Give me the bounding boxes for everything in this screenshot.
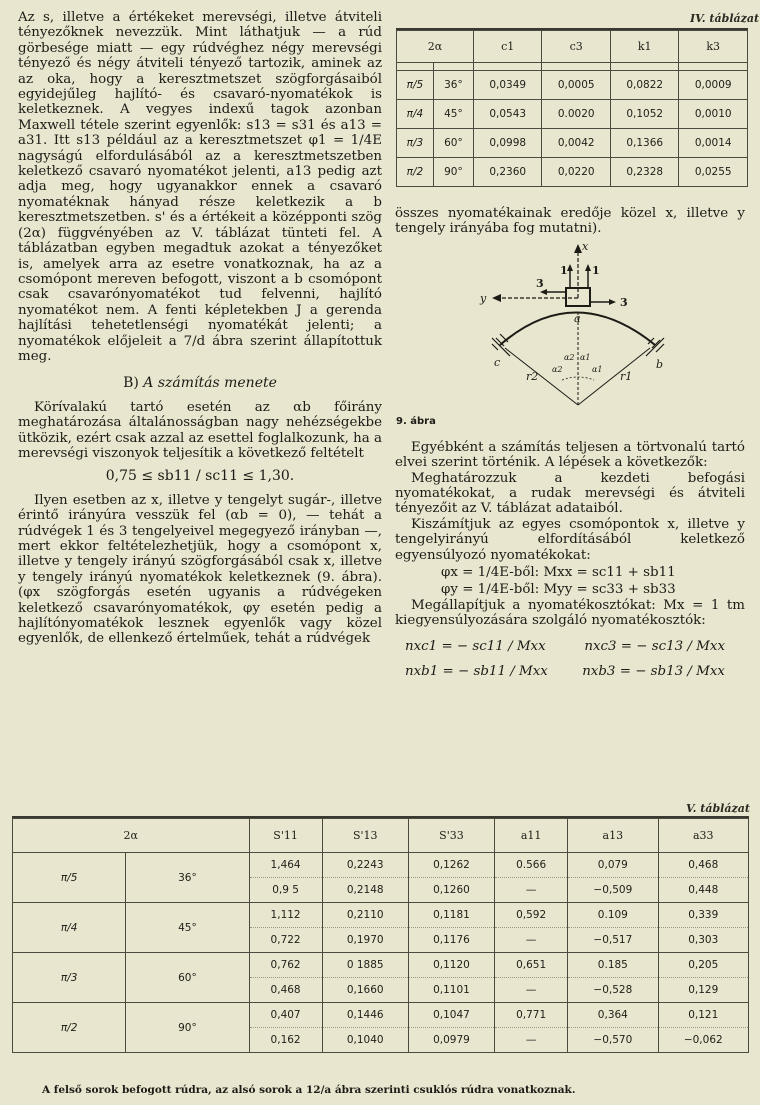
- table5-angle-degrees: 90°: [126, 1003, 249, 1053]
- table5-cell-lower: −0,509: [568, 878, 658, 903]
- table4-cell: π/4: [397, 100, 434, 129]
- paragraph-main-direction: Körívalakú tartó esetén az αb főirány meghatározása általánosságban nagy nehézségekbe ütközik, ezért csak azzal az esettel foglalkozunk, ha a merevségi viszonyok teljesítik a következő feltételt: [18, 399, 382, 461]
- label-c: c: [494, 356, 501, 369]
- label-alpha2-b: α2: [552, 365, 563, 374]
- table5-cell-upper: 0,468: [658, 853, 748, 878]
- table4-cell: 0,1052: [610, 100, 679, 129]
- table5-cell-upper: 0,762: [249, 953, 322, 978]
- table-row: [13, 953, 749, 978]
- table5-header-a33: a33: [658, 819, 748, 853]
- table5-cell-upper: 0.109: [568, 903, 658, 928]
- table-row: [397, 71, 748, 100]
- table5-angle-degrees: 60°: [126, 953, 249, 1003]
- table5-cell-lower: 0,1970: [322, 928, 408, 953]
- table5-cell-lower: —: [495, 978, 568, 1003]
- table4-cell: 0,0010: [679, 100, 748, 129]
- table4-cell: 0,0005: [542, 71, 611, 100]
- table5-cell-lower: −0,062: [658, 1028, 748, 1053]
- paragraph-step1: Meghatározzuk a kezdeti befogási nyomatékokat, a rudak merevségi és átviteli tényezőit az V. táblázat adataiból.: [395, 470, 745, 517]
- y-axis-arrow: [492, 294, 501, 302]
- table4-cell: 0.0020: [542, 100, 611, 129]
- table4-cell: 0,2328: [610, 158, 679, 187]
- paragraph-resultant: összes nyomatékainak eredője közel x, illetve y tengely irányába fog mutatni).: [395, 206, 745, 237]
- table5-cell-upper: 0,1262: [408, 853, 494, 878]
- label-3-left: 3: [536, 277, 544, 290]
- table4-cell: 0,1366: [610, 129, 679, 158]
- table5-cell-lower: 0,1101: [408, 978, 494, 1003]
- table5-cell-lower: −0,570: [568, 1028, 658, 1053]
- table4-cell: π/2: [397, 158, 434, 187]
- label-y: y: [480, 292, 487, 305]
- table5-cell-lower: −0,528: [568, 978, 658, 1003]
- equation-nxb3: nxb3 = − sb13 / Mxx: [582, 664, 725, 680]
- table5-cell-upper: 0,1047: [408, 1003, 494, 1028]
- table5-cell-lower: 0,1040: [322, 1028, 408, 1053]
- table5-cell-upper: 0,592: [495, 903, 568, 928]
- table4-cell: 0,0543: [473, 100, 542, 129]
- label-a: a: [574, 312, 581, 325]
- label-b: b: [656, 358, 664, 371]
- label-alpha2-a: α2: [564, 353, 575, 362]
- equation-mxx: φx = 1/4E-ből: Mxx = sc11 + sb11: [441, 565, 676, 581]
- table5-cell-upper: 0,205: [658, 953, 748, 978]
- label-1-left: 1: [560, 264, 568, 277]
- table-row: [13, 853, 749, 878]
- label-x: x: [582, 240, 589, 253]
- paragraph-axes: Ilyen esetben az x, illetve y tengelyt sugár-, illetve érintő irányúra vesszük fel (αb = 0), — tehát a rúdvégek 1 és 3 tengelyeivel megegyező irányban —, mert ekkor feltételezhetjük, hogy a csomópont x, illetve y tengely irányú szögforgásából csak x, illetve y tengely irányú nyomatékok keletkeznek (9. ábra). (φx szögforgás esetén ugyanis a rúdvégeken keletkező csavarónyomatékok, φy esetén pedig a hajlítónyomatékok lesznek egyenlők vagy közel egyenlők, de ellenkező értelműek, tehát a rúdvégek: [18, 492, 382, 647]
- table5-cell-lower: 0,129: [658, 978, 748, 1003]
- table5-cell-lower: −0,517: [568, 928, 658, 953]
- table4-cell: 0,2360: [473, 158, 542, 187]
- table5-angle-fraction: π/2: [13, 1003, 126, 1053]
- label-alpha1-b: α1: [592, 365, 603, 374]
- table4-header-2a: 2α: [397, 31, 474, 63]
- table4-cell: 0,0042: [542, 129, 611, 158]
- table4-gap-row: [397, 63, 748, 71]
- table4: [396, 30, 748, 187]
- equation-myy: φy = 1/4E-ből: Myy = sc33 + sb33: [441, 582, 676, 598]
- table4-header-k1: k1: [610, 31, 679, 63]
- table5-cell-upper: 0.566: [495, 853, 568, 878]
- table5-cell-upper: 0,771: [495, 1003, 568, 1028]
- equation-row-1: [395, 639, 745, 654]
- table5-cell-lower: 0,722: [249, 928, 322, 953]
- table5-cell-lower: 0,468: [249, 978, 322, 1003]
- equation-nxc3: nxc3 = − sc13 / Mxx: [584, 638, 725, 654]
- table5-cell-lower: —: [495, 878, 568, 903]
- table-row: [397, 100, 748, 129]
- condition-equation: 0,75 ≤ sb11 / sc11 ≤ 1,30.: [105, 468, 295, 485]
- table4-header-c3: c3: [542, 31, 611, 63]
- equation-row-2: [395, 664, 745, 679]
- table4-cell: 60°: [433, 129, 473, 158]
- table5-cell-upper: 0,1181: [408, 903, 494, 928]
- table4-cell: π/5: [397, 71, 434, 100]
- table5-cell-upper: 0.185: [568, 953, 658, 978]
- table5-cell-lower: 0,303: [658, 928, 748, 953]
- table5-cell-upper: 1,112: [249, 903, 322, 928]
- table5-label: V. táblázat: [686, 802, 750, 815]
- table5-angle-degrees: 45°: [126, 903, 249, 953]
- equation-nxc1: nxc1 = − sc11 / Mxx: [405, 638, 546, 654]
- table5-cell-lower: 0,162: [249, 1028, 322, 1053]
- table5-cell-lower: 0,0979: [408, 1028, 494, 1053]
- table5-cell-upper: 0 1885: [322, 953, 408, 978]
- table4-cell: 0,0822: [610, 71, 679, 100]
- figure9-caption: 9. ábra: [396, 416, 436, 427]
- left-column: [18, 10, 382, 647]
- table4-cell: 45°: [433, 100, 473, 129]
- table5-header-s33: S'33: [408, 819, 494, 853]
- table5-header-s13: S'13: [322, 819, 408, 853]
- x-axis-arrow: [574, 244, 582, 253]
- arrow-1-right-head: [585, 264, 591, 271]
- table4-header-c1: c1: [473, 31, 542, 63]
- label-r1: r1: [620, 370, 633, 383]
- table4-cell: 0,0349: [473, 71, 542, 100]
- table4-header-row: [397, 31, 748, 63]
- table-row: [397, 129, 748, 158]
- table5: [12, 818, 749, 1053]
- table5-angle-fraction: π/4: [13, 903, 126, 953]
- table5-angle-fraction: π/5: [13, 853, 126, 903]
- table5-cell-upper: 0,1120: [408, 953, 494, 978]
- table5-cell-lower: —: [495, 928, 568, 953]
- table4-cell: 0,0009: [679, 71, 748, 100]
- table4-cell: 0,0014: [679, 129, 748, 158]
- section-number: B): [123, 375, 139, 392]
- table5-cell-lower: —: [495, 1028, 568, 1053]
- arrow-1-left-head: [567, 264, 573, 271]
- table5-cell-upper: 0,079: [568, 853, 658, 878]
- table5-cell-lower: 0,1176: [408, 928, 494, 953]
- table5-cell-upper: 0,121: [658, 1003, 748, 1028]
- table4-cell: 0,0220: [542, 158, 611, 187]
- paragraph-stiffness-factors: Az s, illetve a értékeket merevségi, illetve átviteli tényezőknek nevezzük. Mint láthatjuk — a rúd görbesége miatt — egy rúdvéghez négy merevségi tényező és négy átviteli tényező tartozik, aminek az az oka, hogy a keresztmetszet szögforgásaiból egyidejűleg hajlító- és csavaró-nyomatékok is keletkeznek. A vegyes indexű tagok azonban Maxwell tétele szerint egyenlők: s13 = s31 és a13 = a31. Itt s13 például az a keresztmetszet φ1 = 1/4E nagyságú elfordulásából az a keresztmetszetben keletkező csavaró nyomatékot jelenti, a13 pedig azt adja meg, hogy ugyanakkor ennek a csavaró nyomatéknak hányad része keletkezik a b keresztmetszetben. s' és a értékeit a középponti szög (2α) függvényében az V. táblázat tünteti fel. A táblázatban egyben megadtuk azokat a tényezőket is, amelyek arra az esetre vonatkoznak, ha az a csomópont mereven befogott, viszont a b csomópont csak csavarónyomatékot tud felvenni, hajlító nyomatékot nem. A fenti képletekben J a gerenda hajlítási tehetetlenségi nyomatékát jelenti; a nyomatékok előjeleit a 7/d ábra szerint állapítottuk meg.: [18, 10, 382, 364]
- table-row: [397, 158, 748, 187]
- label-alpha1-a: α1: [580, 353, 591, 362]
- table5-cell-upper: 1,464: [249, 853, 322, 878]
- table4-cell: 36°: [433, 71, 473, 100]
- table5-cell-lower: 0,1660: [322, 978, 408, 1003]
- table5-header-s11: S'11: [249, 819, 322, 853]
- label-1-right: 1: [592, 264, 600, 277]
- table5-cell-lower: 0,448: [658, 878, 748, 903]
- table-row: [13, 1003, 749, 1028]
- table5-header-row: [13, 819, 749, 853]
- table4-cell: 90°: [433, 158, 473, 187]
- equation-nxb1: nxb1 = − sb11 / Mxx: [405, 664, 548, 680]
- table5-cell-upper: 0,1446: [322, 1003, 408, 1028]
- table4-cell: π/3: [397, 129, 434, 158]
- section-heading: [18, 376, 382, 391]
- table5-cell-upper: 0,651: [495, 953, 568, 978]
- table5-header-a13: a13: [568, 819, 658, 853]
- table5-cell-upper: 0,2110: [322, 903, 408, 928]
- table5-angle-fraction: π/3: [13, 953, 126, 1003]
- table5-angle-degrees: 36°: [126, 853, 249, 903]
- table5-cell-upper: 0,2243: [322, 853, 408, 878]
- table5-cell-upper: 0,339: [658, 903, 748, 928]
- paragraph-procedure: Egyébként a számítás teljesen a törtvonalú tartó elvei szerint történik. A lépések a következők:: [395, 439, 745, 471]
- table4-cell: 0,0255: [679, 158, 748, 187]
- table4-label: IV. táblázat: [690, 12, 760, 25]
- label-3-right: 3: [620, 296, 628, 309]
- paragraph-step2: Kiszámítjuk az egyes csomópontok x, illetve y tengelyirányú elfordításából keletkező egyensúlyozó nyomatékokat:: [395, 516, 745, 563]
- section-title: A számítás menete: [143, 375, 277, 392]
- table5-header-2a: 2α: [13, 819, 250, 853]
- table4-cell: 0,0998: [473, 129, 542, 158]
- table5-cell-upper: 0,407: [249, 1003, 322, 1028]
- table4-header-k3: k3: [679, 31, 748, 63]
- arrow-3-right-head: [609, 299, 616, 305]
- figure9-diagram: [470, 240, 680, 415]
- table5-header-a11: a11: [495, 819, 568, 853]
- table5-cell-upper: 0,364: [568, 1003, 658, 1028]
- table5-cell-lower: 0,9 5: [249, 878, 322, 903]
- table5-caption: A felső sorok befogott rúdra, az alsó sorok a 12/a ábra szerinti csuklós rúdra vonatkoznak.: [42, 1084, 576, 1096]
- label-r2: r2: [526, 370, 539, 383]
- table-row: [13, 903, 749, 928]
- paragraph-step3: Megállapítjuk a nyomatékosztókat: Mx = 1 tm kiegyensúlyozására szolgáló nyomatékosztók:: [395, 597, 745, 629]
- table5-cell-lower: 0,2148: [322, 878, 408, 903]
- table5-cell-lower: 0,1260: [408, 878, 494, 903]
